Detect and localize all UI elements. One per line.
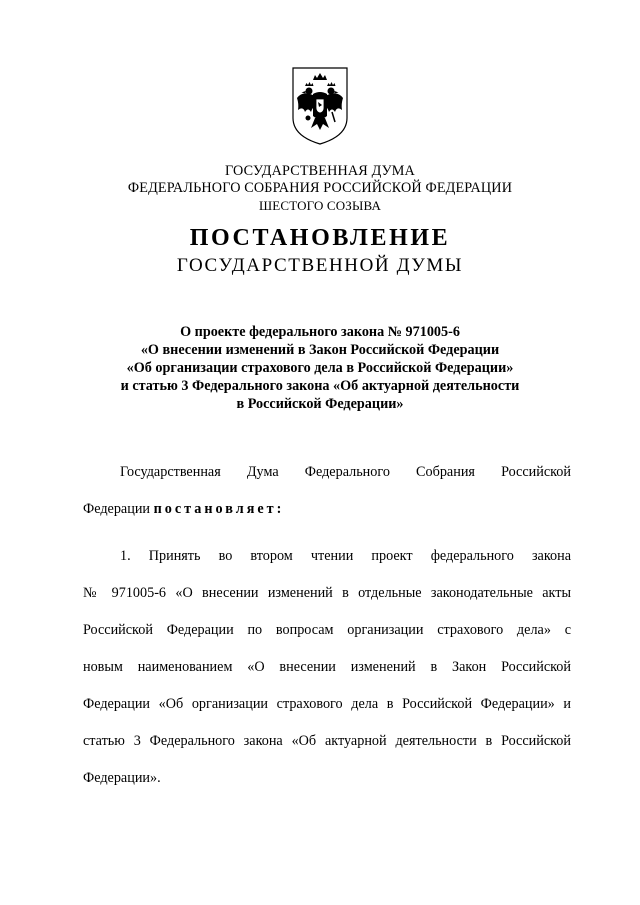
subject-line: «Об организации страхового дела в Российской Федерации» (126, 360, 514, 376)
document-type-subtitle: ГОСУДАРСТВЕННОЙ ДУМЫ (176, 255, 464, 276)
item-line: Федерации». (83, 770, 161, 786)
preamble-text: Федерации (83, 501, 154, 517)
item-line: Российской Федерации по вопросам организации страхового дела» с (83, 622, 571, 638)
subject-line: в Российской Федерации» (236, 396, 404, 412)
item-line: № 971005-6 «О внесении изменений в отдельные законодательные акты (83, 585, 571, 601)
preamble-line: Государственная Дума Федерального Собрания Российской (120, 464, 571, 480)
subject-line: О проекте федерального закона № 971005-6 (180, 324, 460, 340)
subject-line: «О внесении изменений в Закон Российской Федерации (140, 342, 500, 358)
org-title-line2: ФЕДЕРАЛЬНОГО СОБРАНИЯ РОССИЙСКОЙ ФЕДЕРАЦИИ (127, 180, 513, 196)
subject-line: и статью 3 Федерального закона «Об актуарной деятельности (120, 378, 520, 394)
preamble-line (83, 499, 571, 519)
convocation-line: ШЕСТОГО СОЗЫВА (259, 198, 381, 213)
document-type-title: ПОСТАНОВЛЕНИЕ (189, 225, 451, 251)
item-line: Федерации «Об организации страхового дела в Российской Федерации» и (83, 696, 571, 712)
item-line: 1. Принять во втором чтении проект федерального закона (120, 548, 571, 564)
item-line: статью 3 Федерального закона «Об актуарной деятельности в Российской (83, 733, 571, 749)
resolution-subject (0, 323, 640, 413)
org-title-line1: ГОСУДАРСТВЕННАЯ ДУМА (225, 163, 415, 179)
resolves-word: постановляет: (153, 501, 285, 517)
item-line: новым наименованием «О внесении изменений в Закон Российской (83, 659, 571, 675)
double-headed-eagle-icon (291, 66, 349, 146)
